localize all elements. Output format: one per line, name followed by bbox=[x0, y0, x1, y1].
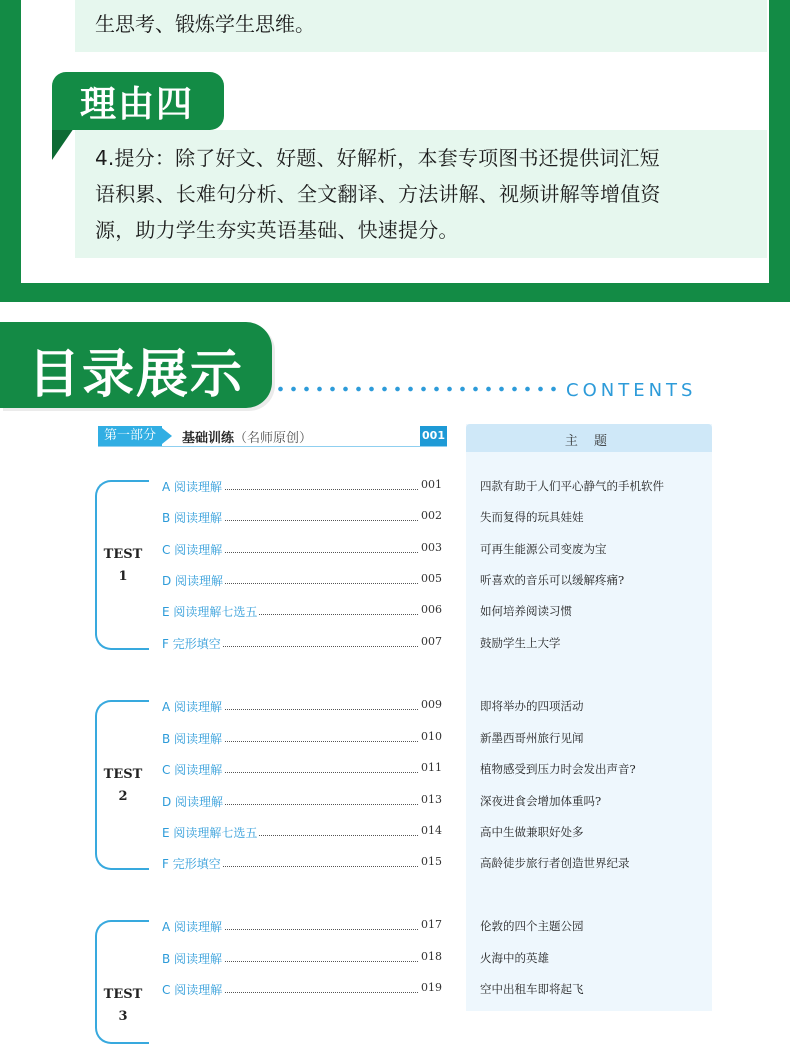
toc-entry-page: 010 bbox=[421, 730, 442, 743]
dotted-divider bbox=[274, 385, 564, 393]
theme-entry: 四款有助于人们平心静气的手机软件 bbox=[480, 479, 664, 493]
theme-entry: 如何培养阅读习惯 bbox=[480, 604, 572, 618]
theme-entry: 鼓励学生上大学 bbox=[480, 636, 561, 650]
toc-entry[interactable] bbox=[162, 635, 442, 653]
toc-entry[interactable] bbox=[162, 855, 442, 873]
toc-entry[interactable] bbox=[162, 793, 442, 811]
toc-entry-name: D 阅读理解 bbox=[162, 795, 224, 809]
test-3-label-num: 3 bbox=[118, 1009, 128, 1024]
part-title bbox=[182, 427, 312, 446]
test-2-label-top: TEST bbox=[103, 767, 143, 782]
toc-entry[interactable] bbox=[162, 950, 442, 968]
reasons-panel-inner bbox=[21, 0, 769, 283]
test-1-bracket bbox=[95, 480, 149, 650]
test-1-label-num: 1 bbox=[118, 569, 128, 584]
part-title-main: 基础训练 bbox=[182, 431, 235, 446]
toc-entry-page: 017 bbox=[421, 918, 442, 931]
toc-entry[interactable] bbox=[162, 572, 442, 590]
theme-entry: 植物感受到压力时会发出声音? bbox=[480, 762, 636, 776]
test-1-label-top: TEST bbox=[103, 547, 143, 562]
toc-entry[interactable] bbox=[162, 509, 442, 527]
part-label: 第一部分 bbox=[98, 426, 162, 446]
toc-entry-page: 006 bbox=[421, 603, 442, 616]
reason-four-title: 理由四 bbox=[80, 84, 195, 125]
toc-entry[interactable] bbox=[162, 698, 442, 716]
toc-heading-tab bbox=[0, 322, 272, 408]
reasons-panel bbox=[0, 0, 790, 302]
toc-entry-page: 001 bbox=[421, 478, 442, 491]
toc-entry[interactable] bbox=[162, 761, 442, 779]
theme-entry: 伦敦的四个主题公园 bbox=[480, 919, 584, 933]
toc-entry-page: 003 bbox=[421, 541, 442, 554]
toc-entry-name: B 阅读理解 bbox=[162, 952, 223, 966]
theme-column-header bbox=[466, 424, 712, 452]
test-3-label-top: TEST bbox=[103, 987, 143, 1002]
toc-entry-name: A 阅读理解 bbox=[162, 700, 223, 714]
theme-entry: 听喜欢的音乐可以缓解疼痛? bbox=[480, 573, 625, 587]
theme-entry: 高中生做兼职好处多 bbox=[480, 825, 584, 839]
part-underline bbox=[98, 446, 447, 447]
test-2-label-num: 2 bbox=[118, 789, 128, 804]
toc-entry-name: C 阅读理解 bbox=[162, 763, 223, 777]
reason-tab-fold bbox=[52, 128, 74, 160]
toc-heading-title: 目录展示 bbox=[28, 345, 245, 405]
toc-entry-name: E 阅读理解七选五 bbox=[162, 826, 258, 840]
toc-entry-page: 002 bbox=[421, 509, 442, 522]
toc-entry-name: E 阅读理解七选五 bbox=[162, 605, 258, 619]
contents-label: CONTENTS bbox=[566, 380, 697, 401]
theme-entry: 即将举办的四项活动 bbox=[480, 699, 584, 713]
toc-entry[interactable] bbox=[162, 981, 442, 999]
test-1-label bbox=[97, 544, 149, 588]
theme-entry: 空中出租车即将起飞 bbox=[480, 982, 584, 996]
toc-entry-page: 005 bbox=[421, 572, 442, 585]
test-2-bracket bbox=[95, 700, 149, 870]
toc-entry-page: 013 bbox=[421, 793, 442, 806]
toc-entry[interactable] bbox=[162, 478, 442, 496]
part-page-number: 001 bbox=[420, 426, 447, 446]
toc-entry[interactable] bbox=[162, 730, 442, 748]
theme-entry: 可再生能源公司变废为宝 bbox=[480, 542, 607, 556]
reason-three-tail-box bbox=[75, 0, 767, 52]
reason-three-tail-text: 生思考、锻炼学生思维。 bbox=[95, 12, 315, 36]
theme-header-label: 主 题 bbox=[564, 434, 614, 449]
toc-entry-page: 015 bbox=[421, 855, 442, 868]
toc-entry[interactable] bbox=[162, 603, 442, 621]
toc-entry-name: F 完形填空 bbox=[162, 857, 221, 871]
toc-entry-name: B 阅读理解 bbox=[162, 732, 223, 746]
reason-four-line-1: 4.提分：除了好文、好题、好解析，本套专项图书还提供词汇短 bbox=[95, 146, 660, 170]
test-3-bracket bbox=[95, 920, 149, 1044]
test-2-label bbox=[97, 764, 149, 808]
toc-entry[interactable] bbox=[162, 918, 442, 936]
toc-entry-name: A 阅读理解 bbox=[162, 480, 223, 494]
toc-entry-name: F 完形填空 bbox=[162, 637, 221, 651]
toc-entry-page: 011 bbox=[421, 761, 442, 774]
theme-entry: 高龄徒步旅行者创造世界纪录 bbox=[480, 856, 630, 870]
theme-entry: 深夜进食会增加体重吗? bbox=[480, 794, 602, 808]
reason-four-line-3: 源，助力学生夯实英语基础、快速提分。 bbox=[95, 218, 459, 242]
reason-four-box bbox=[75, 130, 767, 258]
toc-entry-name: C 阅读理解 bbox=[162, 983, 223, 997]
part-title-sub: （名师原创） bbox=[234, 431, 313, 446]
toc-entry-page: 014 bbox=[421, 824, 442, 837]
test-3-label bbox=[97, 984, 149, 1028]
toc-entry[interactable] bbox=[162, 824, 442, 842]
part-arrow-icon bbox=[162, 428, 172, 444]
toc-entry-name: D 阅读理解 bbox=[162, 574, 224, 588]
theme-entry: 新墨西哥州旅行见闻 bbox=[480, 731, 584, 745]
toc-entry-page: 018 bbox=[421, 950, 442, 963]
theme-entry: 失而复得的玩具娃娃 bbox=[480, 510, 584, 524]
reason-four-line-2: 语积累、长难句分析、全文翻译、方法讲解、视频讲解等增值资 bbox=[95, 182, 661, 206]
reason-four-tab bbox=[52, 72, 224, 130]
toc-entry-name: C 阅读理解 bbox=[162, 543, 223, 557]
toc-entry-page: 019 bbox=[421, 981, 442, 994]
toc-entry-name: B 阅读理解 bbox=[162, 511, 223, 525]
toc-entry-name: A 阅读理解 bbox=[162, 920, 223, 934]
theme-entry: 火海中的英雄 bbox=[480, 951, 549, 965]
toc-entry[interactable] bbox=[162, 541, 442, 559]
toc-entry-page: 009 bbox=[421, 698, 442, 711]
toc-entry-page: 007 bbox=[421, 635, 442, 648]
